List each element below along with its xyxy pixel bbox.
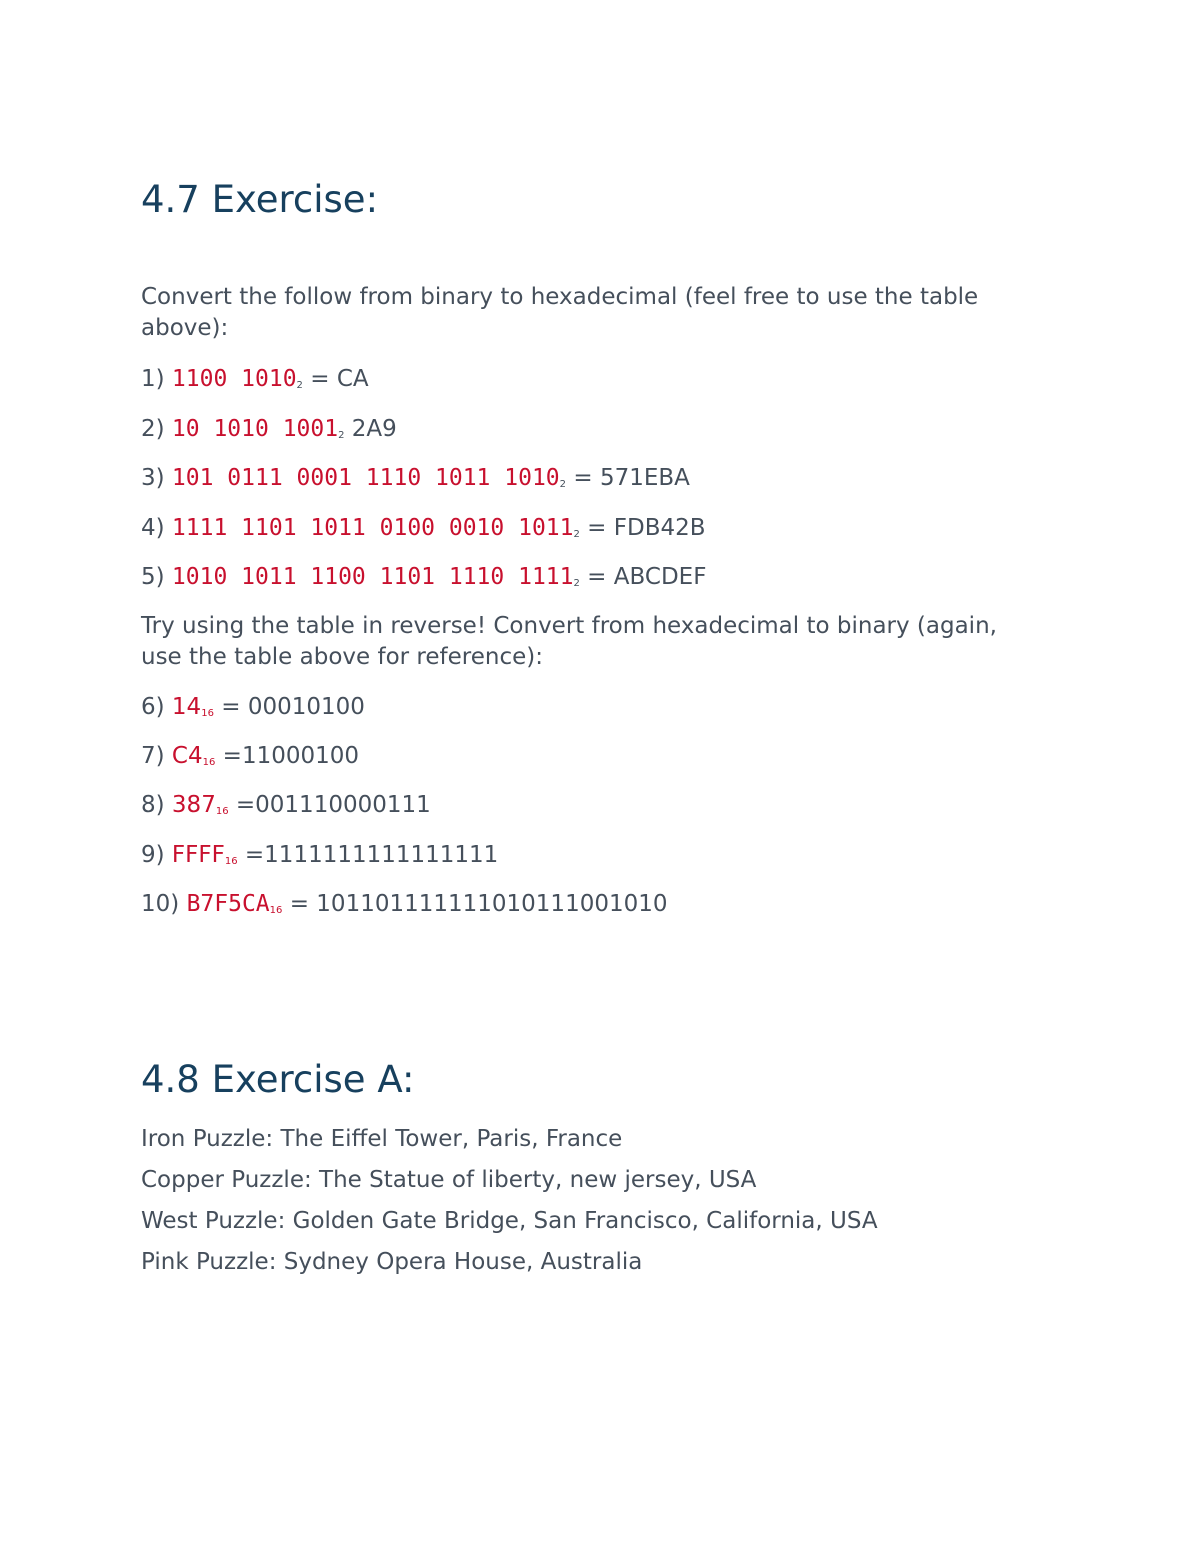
binary-value: 1111 1101 1011 0100 0010 1011 <box>171 515 574 541</box>
hex-value: 14 <box>171 694 202 720</box>
base-subscript: 16 <box>224 856 238 867</box>
item-number: 2) <box>141 416 165 442</box>
hex-value: 387 <box>171 792 216 818</box>
base-subscript: 16 <box>202 757 216 768</box>
binary-value: 1010 1011 1100 1101 1110 1111 <box>171 564 574 590</box>
puzzle-answer-iron: Iron Puzzle: The Eiffel Tower, Paris, France <box>141 1126 623 1152</box>
base-subscript: 2 <box>559 479 567 490</box>
item-number: 6) <box>141 694 165 720</box>
base-subscript: 2 <box>573 578 580 589</box>
exercise-item-10 <box>141 889 668 920</box>
equals-sign: = <box>579 564 614 590</box>
section-heading-4-8: 4.8 Exercise A: <box>141 1058 415 1101</box>
exercise-item-3 <box>141 463 690 494</box>
item-number: 8) <box>141 792 165 818</box>
exercise-item-2 <box>141 414 397 445</box>
item-number: 9) <box>141 842 165 868</box>
equals-sign: = <box>302 366 337 392</box>
exercise-item-6 <box>141 692 365 723</box>
hex-value: FFFF <box>171 842 225 868</box>
exercise-item-9 <box>141 840 498 871</box>
exercise-intro: Convert the follow from binary to hexadecimal (feel free to use the table above): <box>141 284 979 341</box>
binary-value: 1100 1010 <box>171 366 297 392</box>
item-number: 10) <box>141 891 180 917</box>
base-subscript: 2 <box>296 380 303 391</box>
base-subscript: 2 <box>338 430 345 441</box>
answer: 001110000111 <box>255 792 431 818</box>
exercise-item-8 <box>141 790 431 821</box>
item-number: 5) <box>141 564 165 590</box>
answer: 571EBA <box>599 465 690 491</box>
binary-value: 10 1010 1001 <box>171 416 339 442</box>
answer: CA <box>336 366 369 392</box>
answer: 2A9 <box>351 416 397 442</box>
reverse-intro: Try using the table in reverse! Convert from hexadecimal to binary (again, use the table above for reference): <box>141 613 997 670</box>
item-number: 1) <box>141 366 165 392</box>
equals-sign <box>344 416 351 442</box>
base-subscript: 16 <box>215 806 229 817</box>
equals-sign: = <box>566 465 600 491</box>
item-number: 4) <box>141 515 165 541</box>
hex-value: C4 <box>171 743 203 769</box>
equals-sign: = <box>228 792 256 818</box>
answer: 101101111111010111001010 <box>316 891 668 917</box>
exercise-item-4 <box>141 513 706 544</box>
hex-value: B7F5CA <box>186 891 270 917</box>
item-number: 7) <box>141 743 165 769</box>
base-subscript: 16 <box>201 708 214 719</box>
exercise-item-5 <box>141 562 706 593</box>
equals-sign: = <box>215 743 242 769</box>
section-heading-4-7: 4.7 Exercise: <box>141 178 379 221</box>
base-subscript: 2 <box>573 529 580 540</box>
answer: 1111111111111111 <box>264 842 499 868</box>
exercise-item-7 <box>141 741 359 772</box>
item-number: 3) <box>141 465 165 491</box>
answer: ABCDEF <box>613 564 707 590</box>
equals-sign: = <box>213 694 248 720</box>
puzzle-answer-pink: Pink Puzzle: Sydney Opera House, Australia <box>141 1249 643 1275</box>
answer: 00010100 <box>247 694 365 720</box>
puzzle-answer-west: West Puzzle: Golden Gate Bridge, San Francisco, California, USA <box>141 1208 878 1234</box>
puzzle-answer-copper: Copper Puzzle: The Statue of liberty, new jersey, USA <box>141 1167 757 1193</box>
exercise-item-1 <box>141 364 369 395</box>
binary-value: 101 0111 0001 1110 1011 1010 <box>171 465 560 491</box>
equals-sign: = <box>237 842 265 868</box>
base-subscript: 16 <box>269 905 283 916</box>
equals-sign: = <box>579 515 614 541</box>
answer: FDB42B <box>613 515 706 541</box>
answer: 11000100 <box>241 743 360 769</box>
equals-sign: = <box>282 891 317 917</box>
